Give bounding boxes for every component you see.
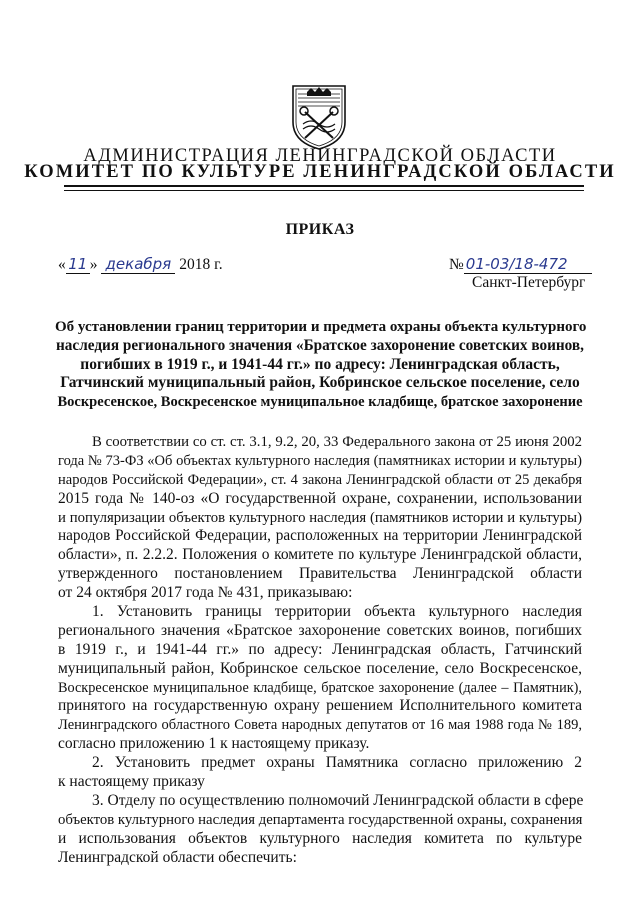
body-line: муниципальный район, Кобринское сельское поселение, село Воскресенское, [58,659,582,677]
body-line: к настоящему приказу [58,773,205,791]
body-line: Ленинградской области обеспечить: [58,848,297,866]
document-type-heading: ПРИКАЗ [285,221,355,238]
body-line: В соответствии со ст. ст. 3.1, 9.2, 20, 33 Федерального закона от 25 июня 2002 [92,434,582,450]
body-line: 2015 года № 140-оз «О государственной охране, сохранении, использовании [58,489,582,507]
coat-of-arms-emblem [289,82,349,152]
order-title [55,318,585,412]
header-rule-thin [64,190,584,191]
order-number: № 01-03/18-472 [449,255,592,274]
title-line: наследия регионального значения «Братское захоронение советских воинов, [56,336,584,354]
title-line: Гатчинский муниципальный район, Кобринское сельское поселение, село [60,374,580,392]
body-line: объектов культурного наследия департамента государственной охраны, сохранения [58,811,583,828]
body-line: утвержденного постановлением Правительства Ленинградской области [58,565,582,583]
title-line: Об установлении границ территории и предмета охраны объекта культурного [55,319,587,335]
city-name: Санкт-Петербург [472,274,586,291]
body-line: 1. Установить границы территории объекта культурного наследия [92,603,582,621]
order-body [58,433,582,867]
title-line: погибших в 1919 г., и 1941-44 гг.» по адресу: Ленинградская область, [80,355,560,373]
body-line: согласно приложению 1 к настоящему приказу. [58,735,370,753]
committee-name: КОМИТЕТ ПО КУЛЬТУРЕ ЛЕНИНГРАДСКОЙ ОБЛАСТИ [24,162,616,182]
title-line: Воскресенское, Воскресенское муниципальное кладбище, братское захоронение [57,394,583,411]
body-line: Ленинградского областного Совета народных депутатов от 16 мая 1988 года № 189, [58,717,582,734]
body-line: народов Российской Федерации, расположенных на территории Ленинградской [58,527,582,545]
date-day-handwritten: 11 [66,255,90,274]
body-line: регионального значения «Братское захоронение советских воинов, погибших [58,621,582,639]
date-month-handwritten: декабря [101,255,175,274]
organization-name: АДМИНИСТРАЦИЯ ЛЕНИНГРАДСКОЙ ОБЛАСТИ [83,146,557,166]
body-line: 3. Отделу по осуществлению полномочий Ленинградской области в сфере [92,791,584,809]
order-number-handwritten: 01-03/18-472 [464,255,592,274]
body-line: области», п. 2.2.2. Положения о комитете по культуре Ленинградской области, [58,546,582,564]
body-line: принятого на государственную охрану решением Исполнительного комитета [58,697,582,715]
order-date: « 11 » декабря 2018 г. [58,255,223,273]
body-line: и популяризации объектов культурного наследия (памятников истории и культуры) [58,509,582,526]
body-line: от 24 октября 2017 года № 431, приказываю: [58,584,353,602]
body-line: года № 73-ФЗ «Об объектах культурного наследия (памятниках истории и культуры) [58,452,582,469]
body-line: 2. Установить предмет охраны Памятника согласно приложению 2 [92,754,582,772]
date-year: 2018 г. [179,256,223,273]
body-line: в 1919 г., и 1941-44 гг.» по адресу: Ленинградская область, Гатчинский [58,640,582,658]
body-line: Воскресенское муниципальное кладбище, братское захоронение (далее – Памятник), [58,679,582,696]
header-rule-thick [64,185,584,187]
body-line: и использования объектов культурного наследия комитета по культуре [58,829,582,847]
body-line: народов Российской Федерации», ст. 4 закона Ленинградской области от 25 декабря [58,471,582,488]
